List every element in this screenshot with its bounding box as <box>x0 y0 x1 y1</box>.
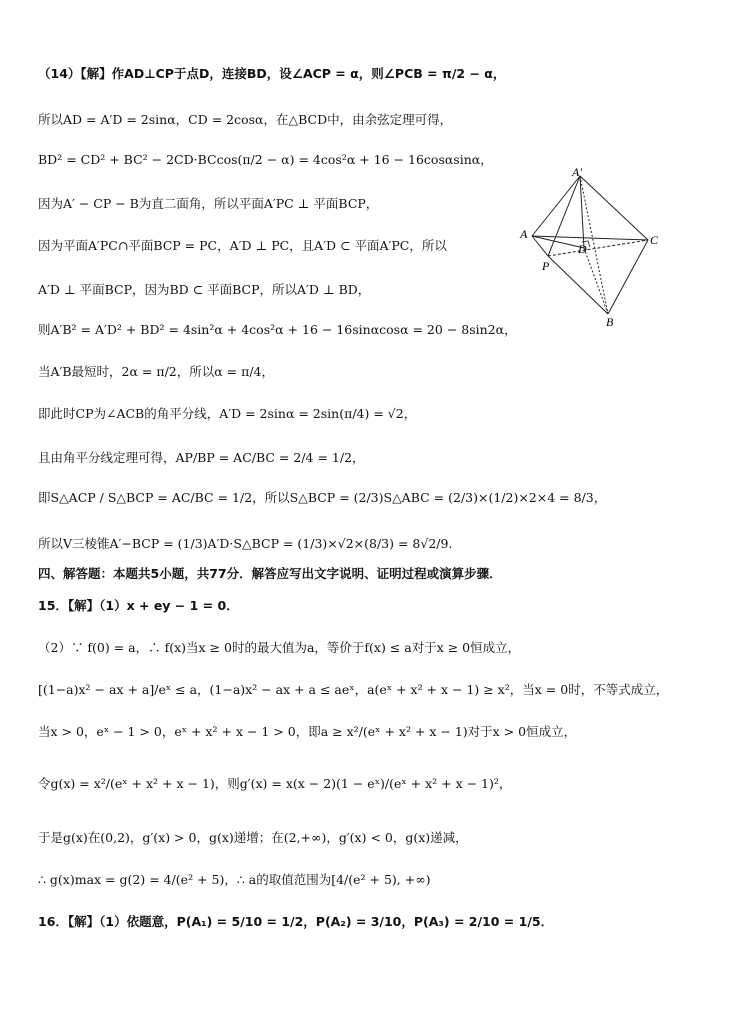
line-bd-squared: BD² = CD² + BC² − 2CD·BCcos(π/2 − α) = 4cos²α + 16 − 16cosαsinα， <box>38 152 493 167</box>
line-ad-cd: 所以AD = A′D = 2sinα，CD = 2cosα，在△BCD中，由余弦定理可得， <box>38 112 453 127</box>
edge-c-b <box>608 240 648 314</box>
edge-a-prime-c <box>580 176 648 240</box>
line-inequality: [(1−a)x² − ax + a]/eˣ ≤ a，(1−a)x² − ax + a ≤ aeˣ，a(eˣ + x² + x − 1) ≥ x²，当x = 0时，不等式成立， <box>38 682 669 697</box>
line-volume: 所以V三棱锥A′−BCP = (1/3)A′D·S△BCP = (1/3)×√2×(8/3) = 8√2/9. <box>38 536 453 551</box>
line-plane-intersection: 因为平面A′PC∩平面BCP = PC，A′D ⊥ PC，且A′D ⊂ 平面A′PC，所以 <box>38 238 447 253</box>
edge-a-c <box>532 236 648 240</box>
label-c: C <box>650 233 659 247</box>
line-monotonic: 于是g(x)在(0,2)，g′(x) > 0，g(x)递增；在(2,+∞)，g′(x) < 0，g(x)递减， <box>38 830 468 845</box>
line-range: ∴ g(x)max = g(2) = 4/(e² + 5)，∴ a的取值范围为[4/(e² + 5), +∞) <box>38 872 431 887</box>
label-b: B <box>606 315 614 326</box>
line-15-part1: 15．【解】（1）x + ey − 1 = 0． <box>38 598 239 613</box>
label-p: P <box>542 259 550 273</box>
label-a: A <box>520 227 528 241</box>
edge-a-prime-p <box>548 176 580 256</box>
section-heading: 四、解答题：本题共5小题，共77分．解答应写出文字说明、证明过程或演算步骤． <box>38 566 502 581</box>
edge-p-b <box>548 256 608 314</box>
line-14-header: （14）【解】作AD⊥CP于点D，连接BD，设∠ACP = α，则∠PCB = π/2 − α， <box>38 66 506 81</box>
tetrahedron-figure <box>512 166 662 326</box>
label-d: D <box>578 242 587 256</box>
line-bisector-theorem: 且由角平分线定理可得，AP/BP = AC/BC = 2/4 = 1/2， <box>38 450 365 465</box>
line-perpendicular: A′D ⊥ 平面BCP，因为BD ⊂ 平面BCP，所以A′D ⊥ BD， <box>38 282 371 297</box>
label-a-prime: A′ <box>572 166 582 179</box>
line-ab-squared: 则A′B² = A′D² + BD² = 4sin²α + 4cos²α + 16 − 16sinαcosα = 20 − 8sin2α， <box>38 322 517 337</box>
line-area-ratio: 即S△ACP / S△BCP = AC/BC = 1/2，所以S△BCP = (2/3)S△ABC = (2/3)×(1/2)×2×4 = 8/3， <box>38 490 607 505</box>
line-g-def: 令g(x) = x²/(eˣ + x² + x − 1)，则g′(x) = x(x − 2)(1 − eˣ)/(eˣ + x² + x − 1)²， <box>38 776 512 791</box>
edge-a-prime-a <box>532 176 580 236</box>
line-bisector: 即此时CP为∠ACB的角平分线，A′D = 2sinα = 2sin(π/4) = √2， <box>38 406 417 421</box>
edge-d-b <box>584 248 608 314</box>
line-dihedral: 因为A′ − CP − B为直二面角，所以平面A′PC ⊥ 平面BCP， <box>38 196 379 211</box>
line-16-part1: 16．【解】（1）依题意，P(A₁) = 5/10 = 1/2，P(A₂) = 3/10，P(A₃) = 2/10 = 1/5． <box>38 914 554 929</box>
line-15-part2: （2）∵ f(0) = a，∴ f(x)当x ≥ 0时的最大值为a，等价于f(x) ≤ a对于x ≥ 0恒成立， <box>38 640 521 655</box>
line-x-positive: 当x > 0，eˣ − 1 > 0，eˣ + x² + x − 1 > 0，即a ≥ x²/(eˣ + x² + x − 1)对于x > 0恒成立， <box>38 724 577 739</box>
line-shortest: 当A′B最短时，2α = π/2，所以α = π/4， <box>38 364 274 379</box>
edge-p-c <box>548 240 648 256</box>
